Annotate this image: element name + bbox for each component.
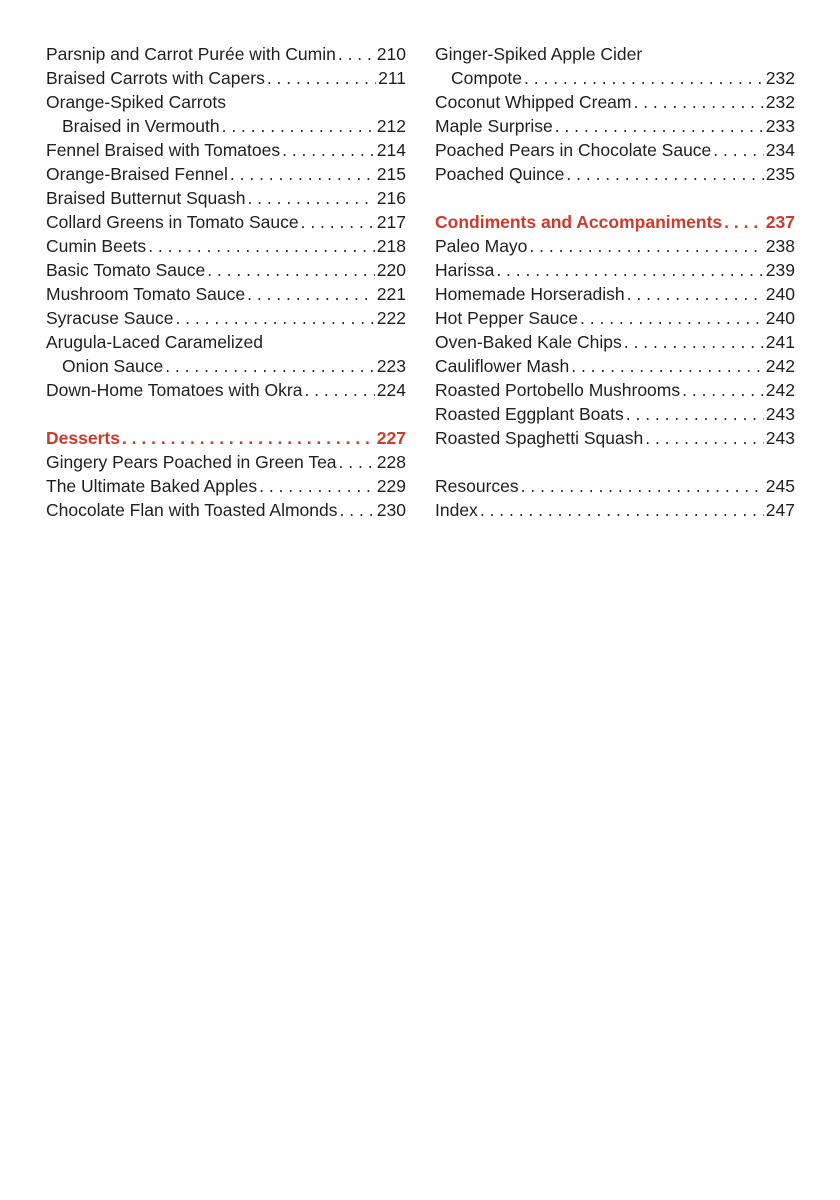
dot-leader bbox=[267, 66, 376, 90]
toc-entry-page: 224 bbox=[376, 380, 406, 400]
toc-entry-title: Collard Greens in Tomato Sauce bbox=[46, 212, 299, 232]
toc-entry-title: Orange-Braised Fennel bbox=[46, 164, 228, 184]
dot-leader bbox=[230, 162, 375, 186]
section-page: 227 bbox=[376, 428, 406, 448]
toc-entry[interactable] bbox=[46, 378, 406, 402]
toc-entry-page: 238 bbox=[765, 236, 795, 256]
section-spacer bbox=[46, 402, 406, 426]
toc-entry-page: 243 bbox=[765, 428, 795, 448]
toc-entry-page: 218 bbox=[376, 236, 406, 256]
toc-entry-title: Paleo Mayo bbox=[435, 236, 528, 256]
toc-entry[interactable] bbox=[435, 258, 795, 282]
section-spacer bbox=[435, 450, 795, 474]
toc-entry-page: 232 bbox=[765, 92, 795, 112]
toc-entry-page: 223 bbox=[376, 356, 406, 376]
toc-entry[interactable] bbox=[46, 186, 406, 210]
dot-leader bbox=[633, 90, 763, 114]
dot-leader bbox=[580, 306, 764, 330]
toc-entry-title: Harissa bbox=[435, 260, 495, 280]
section-page: 237 bbox=[765, 212, 795, 232]
toc-entry-page: 242 bbox=[765, 380, 795, 400]
toc-section-heading-desserts[interactable] bbox=[46, 426, 406, 450]
toc-entry-page: 220 bbox=[376, 260, 406, 280]
section-title: Condiments and Accompaniments bbox=[435, 212, 723, 232]
dot-leader bbox=[529, 234, 763, 258]
toc-entry[interactable] bbox=[435, 114, 795, 138]
toc-entry[interactable] bbox=[46, 474, 406, 498]
toc-entry-title-line2: Compote bbox=[451, 68, 523, 88]
dot-leader bbox=[521, 474, 764, 498]
toc-entry-page: 229 bbox=[376, 476, 406, 496]
toc-entry[interactable] bbox=[435, 162, 795, 186]
toc-entry-title: Hot Pepper Sauce bbox=[435, 308, 579, 328]
toc-entry[interactable] bbox=[46, 42, 406, 66]
toc-entry[interactable] bbox=[46, 354, 406, 378]
toc-entry-title-line1[interactable]: Orange-Spiked Carrots bbox=[46, 92, 226, 112]
toc-entry-title-line2: Braised in Vermouth bbox=[62, 116, 220, 136]
dot-leader bbox=[713, 138, 764, 162]
toc-entry-page: 214 bbox=[376, 140, 406, 160]
dot-leader bbox=[555, 114, 764, 138]
toc-entry-page: 247 bbox=[765, 500, 795, 520]
toc-entry-page: 240 bbox=[765, 308, 795, 328]
toc-entry-page: 232 bbox=[765, 68, 795, 88]
toc-entry-title: Cauliflower Mash bbox=[435, 356, 570, 376]
toc-entry[interactable] bbox=[46, 234, 406, 258]
toc-entry-page: 243 bbox=[765, 404, 795, 424]
dot-leader bbox=[571, 354, 764, 378]
toc-entry[interactable] bbox=[46, 114, 406, 138]
dot-leader bbox=[122, 426, 375, 450]
dot-leader bbox=[207, 258, 375, 282]
dot-leader bbox=[222, 114, 375, 138]
toc-entry-title: Mushroom Tomato Sauce bbox=[46, 284, 246, 304]
dot-leader bbox=[247, 282, 375, 306]
dot-leader bbox=[627, 282, 764, 306]
toc-entry[interactable] bbox=[46, 138, 406, 162]
toc-entry-title: Roasted Portobello Mushrooms bbox=[435, 380, 681, 400]
toc-entry[interactable] bbox=[46, 306, 406, 330]
dot-leader bbox=[480, 498, 764, 522]
dot-leader bbox=[175, 306, 374, 330]
toc-entry-title: Roasted Spaghetti Squash bbox=[435, 428, 644, 448]
toc-entry-title: Homemade Horseradish bbox=[435, 284, 625, 304]
toc-entry-title-line1[interactable]: Ginger-Spiked Apple Cider bbox=[435, 44, 643, 64]
section-spacer bbox=[435, 186, 795, 210]
toc-entry[interactable] bbox=[46, 498, 406, 522]
toc-entry[interactable] bbox=[46, 210, 406, 234]
toc-entry-title: Syracuse Sauce bbox=[46, 308, 174, 328]
dot-leader bbox=[626, 402, 764, 426]
toc-entry-title: Resources bbox=[435, 476, 519, 496]
toc-entry-title: Basic Tomato Sauce bbox=[46, 260, 206, 280]
dot-leader bbox=[645, 426, 764, 450]
toc-entry-title: Coconut Whipped Cream bbox=[435, 92, 632, 112]
toc-entry[interactable] bbox=[46, 450, 406, 474]
toc-right-column bbox=[435, 42, 795, 522]
toc-entry-page: 212 bbox=[376, 116, 406, 136]
toc-entry[interactable] bbox=[46, 282, 406, 306]
dot-leader bbox=[338, 42, 375, 66]
toc-entry-title: Braised Carrots with Capers bbox=[46, 68, 265, 88]
toc-entry-title: Braised Butternut Squash bbox=[46, 188, 246, 208]
toc-entry-page: 221 bbox=[376, 284, 406, 304]
toc-entry[interactable] bbox=[435, 330, 795, 354]
toc-entry[interactable] bbox=[435, 378, 795, 402]
toc-entry-page: 240 bbox=[765, 284, 795, 304]
toc-entry-page: 234 bbox=[765, 140, 795, 160]
toc-entry-title: Parsnip and Carrot Purée with Cumin bbox=[46, 44, 336, 64]
toc-entry-title: The Ultimate Baked Apples bbox=[46, 476, 258, 496]
toc-entry[interactable] bbox=[435, 474, 795, 498]
toc-entry[interactable] bbox=[435, 282, 795, 306]
toc-entry-title: Roasted Eggplant Boats bbox=[435, 404, 624, 424]
dot-leader bbox=[165, 354, 375, 378]
toc-entry-title: Chocolate Flan with Toasted Almonds bbox=[46, 500, 338, 520]
dot-leader bbox=[724, 210, 764, 234]
toc-entry[interactable] bbox=[46, 258, 406, 282]
toc-entry[interactable] bbox=[435, 138, 795, 162]
toc-entry-page: 222 bbox=[376, 308, 406, 328]
toc-entry-page: 233 bbox=[765, 116, 795, 136]
toc-entry-page: 241 bbox=[765, 332, 795, 352]
toc-entry-title: Index bbox=[435, 500, 478, 520]
dot-leader bbox=[524, 66, 764, 90]
toc-entry-page: 239 bbox=[765, 260, 795, 280]
toc-entry-page: 215 bbox=[376, 164, 406, 184]
toc-section-heading-condiments[interactable] bbox=[435, 210, 795, 234]
toc-entry[interactable] bbox=[46, 66, 406, 90]
dot-leader bbox=[340, 498, 375, 522]
toc-entry[interactable] bbox=[435, 354, 795, 378]
toc-entry-page: 245 bbox=[765, 476, 795, 496]
toc-entry-page: 235 bbox=[765, 164, 795, 184]
toc-entry-title: Maple Surprise bbox=[435, 116, 553, 136]
section-title: Desserts bbox=[46, 428, 120, 448]
toc-entry-page: 230 bbox=[376, 500, 406, 520]
dot-leader bbox=[148, 234, 375, 258]
toc-entry[interactable] bbox=[46, 162, 406, 186]
toc-entry-title: Poached Pears in Chocolate Sauce bbox=[435, 140, 712, 160]
toc-entry[interactable] bbox=[435, 426, 795, 450]
toc-entry-title-line2: Onion Sauce bbox=[62, 356, 164, 376]
toc-entry[interactable] bbox=[435, 498, 795, 522]
dot-leader bbox=[624, 330, 764, 354]
toc-entry-title: Fennel Braised with Tomatoes bbox=[46, 140, 281, 160]
toc-entry[interactable] bbox=[435, 234, 795, 258]
toc-entry-title: Cumin Beets bbox=[46, 236, 147, 256]
toc-entry[interactable] bbox=[435, 402, 795, 426]
dot-leader bbox=[282, 138, 375, 162]
toc-entry-title: Down-Home Tomatoes with Okra bbox=[46, 380, 303, 400]
toc-entry-page: 210 bbox=[376, 44, 406, 64]
toc-entry-page: 211 bbox=[378, 68, 406, 88]
toc-entry[interactable] bbox=[435, 66, 795, 90]
dot-leader bbox=[247, 186, 374, 210]
toc-entry-title: Oven-Baked Kale Chips bbox=[435, 332, 622, 352]
toc-entry-title-line1[interactable]: Arugula-Laced Caramelized bbox=[46, 332, 263, 352]
toc-entry-page: 216 bbox=[376, 188, 406, 208]
toc-entry-page: 242 bbox=[765, 356, 795, 376]
dot-leader bbox=[301, 210, 375, 234]
toc-entry-page: 228 bbox=[376, 452, 406, 472]
dot-leader bbox=[496, 258, 763, 282]
toc-left-column bbox=[46, 42, 406, 522]
toc-entry[interactable] bbox=[435, 90, 795, 114]
toc-entry[interactable] bbox=[435, 306, 795, 330]
toc-entry-title: Gingery Pears Poached in Green Tea bbox=[46, 452, 337, 472]
dot-leader bbox=[339, 450, 375, 474]
toc-entry-title: Poached Quince bbox=[435, 164, 565, 184]
dot-leader bbox=[259, 474, 375, 498]
dot-leader bbox=[304, 378, 374, 402]
dot-leader bbox=[682, 378, 764, 402]
dot-leader bbox=[566, 162, 763, 186]
toc-entry-page: 217 bbox=[376, 212, 406, 232]
